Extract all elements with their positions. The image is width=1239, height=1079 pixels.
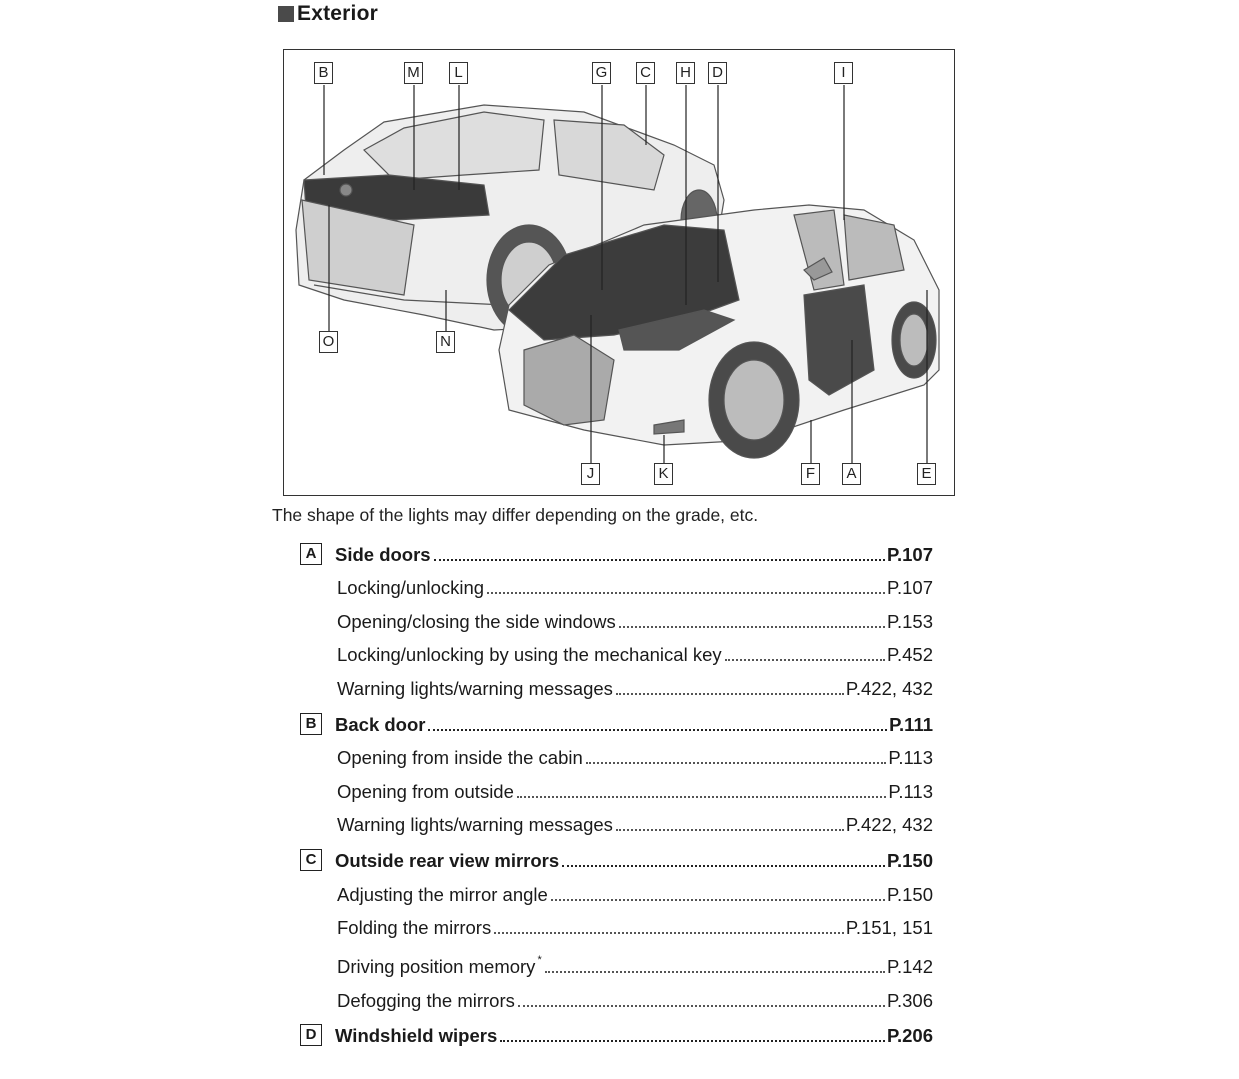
page-reference: P.151, 151 bbox=[845, 917, 933, 939]
page-reference: P.150 bbox=[887, 849, 933, 871]
item-label: Side doors bbox=[335, 543, 431, 565]
list-item bbox=[300, 536, 933, 570]
callout-j: J bbox=[581, 463, 600, 485]
item-badge: D bbox=[300, 1024, 322, 1046]
item-label: Opening from outside bbox=[337, 780, 514, 802]
callout-g: G bbox=[592, 62, 611, 84]
page-reference: P.107 bbox=[887, 577, 933, 599]
dot-leader bbox=[545, 971, 885, 973]
heading-square-icon bbox=[278, 6, 294, 22]
list-item bbox=[300, 807, 933, 841]
callout-n: N bbox=[436, 331, 455, 353]
page-reference: P.452 bbox=[887, 644, 933, 666]
callout-e: E bbox=[917, 463, 936, 485]
dot-leader bbox=[586, 762, 887, 764]
dot-leader bbox=[500, 1040, 885, 1042]
callout-i: I bbox=[834, 62, 853, 84]
dot-leader bbox=[619, 626, 885, 628]
callout-h: H bbox=[676, 62, 695, 84]
page-reference: P.206 bbox=[887, 1025, 933, 1047]
page-reference: P.150 bbox=[887, 883, 933, 905]
page-reference: P.113 bbox=[888, 780, 933, 802]
callout-l: L bbox=[449, 62, 468, 84]
list-item bbox=[300, 982, 933, 1016]
item-label: Driving position memory * bbox=[337, 954, 542, 978]
dot-leader bbox=[725, 659, 885, 661]
vehicle-drawing bbox=[284, 50, 955, 496]
dot-leader bbox=[616, 693, 844, 695]
list-item bbox=[300, 706, 933, 740]
item-label: Windshield wipers bbox=[335, 1025, 498, 1047]
dot-leader bbox=[428, 729, 887, 731]
callout-f: F bbox=[801, 463, 820, 485]
dot-leader bbox=[494, 932, 844, 934]
page-reference: P.111 bbox=[889, 713, 933, 735]
item-label: Warning lights/warning messages bbox=[337, 814, 613, 836]
item-label: Folding the mirrors bbox=[337, 917, 492, 939]
dot-leader bbox=[517, 796, 887, 798]
list-item bbox=[300, 773, 933, 807]
dot-leader bbox=[434, 559, 885, 561]
item-label: Locking/unlocking by using the mechanical key bbox=[337, 644, 722, 666]
dot-leader bbox=[551, 899, 885, 901]
callout-a: A bbox=[842, 463, 861, 485]
callout-d: D bbox=[708, 62, 727, 84]
list-item bbox=[300, 910, 933, 944]
page-reference: P.422, 432 bbox=[845, 814, 933, 836]
page-reference: P.142 bbox=[887, 956, 933, 978]
page-reference: P.113 bbox=[888, 747, 933, 769]
list-item bbox=[300, 637, 933, 671]
footnote-marker: * bbox=[537, 954, 542, 967]
reference-list bbox=[300, 536, 933, 1051]
dot-leader bbox=[487, 592, 885, 594]
item-badge: B bbox=[300, 713, 322, 735]
callout-o: O bbox=[319, 331, 338, 353]
item-label: Locking/unlocking bbox=[337, 577, 485, 599]
page-reference: P.422, 432 bbox=[845, 677, 933, 699]
page-reference: P.107 bbox=[887, 543, 933, 565]
list-item bbox=[300, 570, 933, 604]
list-item bbox=[300, 943, 933, 982]
list-item bbox=[300, 842, 933, 876]
list-item bbox=[300, 670, 933, 704]
item-label: Opening/closing the side windows bbox=[337, 610, 616, 632]
figure-caption: The shape of the lights may differ depending on the grade, etc. bbox=[272, 505, 759, 525]
dot-leader bbox=[518, 1005, 885, 1007]
section-title: Exterior bbox=[297, 2, 378, 25]
dot-leader bbox=[616, 829, 844, 831]
callout-c: C bbox=[636, 62, 655, 84]
page-reference: P.153 bbox=[887, 610, 933, 632]
list-item bbox=[300, 740, 933, 774]
callout-k: K bbox=[654, 463, 673, 485]
section-heading bbox=[278, 2, 378, 26]
vehicle-exterior-illustration bbox=[283, 49, 955, 496]
callout-m: M bbox=[404, 62, 423, 84]
callout-b: B bbox=[314, 62, 333, 84]
item-label: Opening from inside the cabin bbox=[337, 747, 583, 769]
page-reference: P.306 bbox=[887, 989, 933, 1011]
item-label: Defogging the mirrors bbox=[337, 989, 515, 1011]
list-item bbox=[300, 603, 933, 637]
item-label: Back door bbox=[335, 713, 426, 735]
item-badge: A bbox=[300, 543, 322, 565]
dot-leader bbox=[562, 865, 885, 867]
item-badge: C bbox=[300, 849, 322, 871]
list-item bbox=[300, 876, 933, 910]
item-label: Outside rear view mirrors bbox=[335, 849, 560, 871]
list-item bbox=[300, 1018, 933, 1052]
item-label: Adjusting the mirror angle bbox=[337, 883, 548, 905]
item-label: Warning lights/warning messages bbox=[337, 677, 613, 699]
